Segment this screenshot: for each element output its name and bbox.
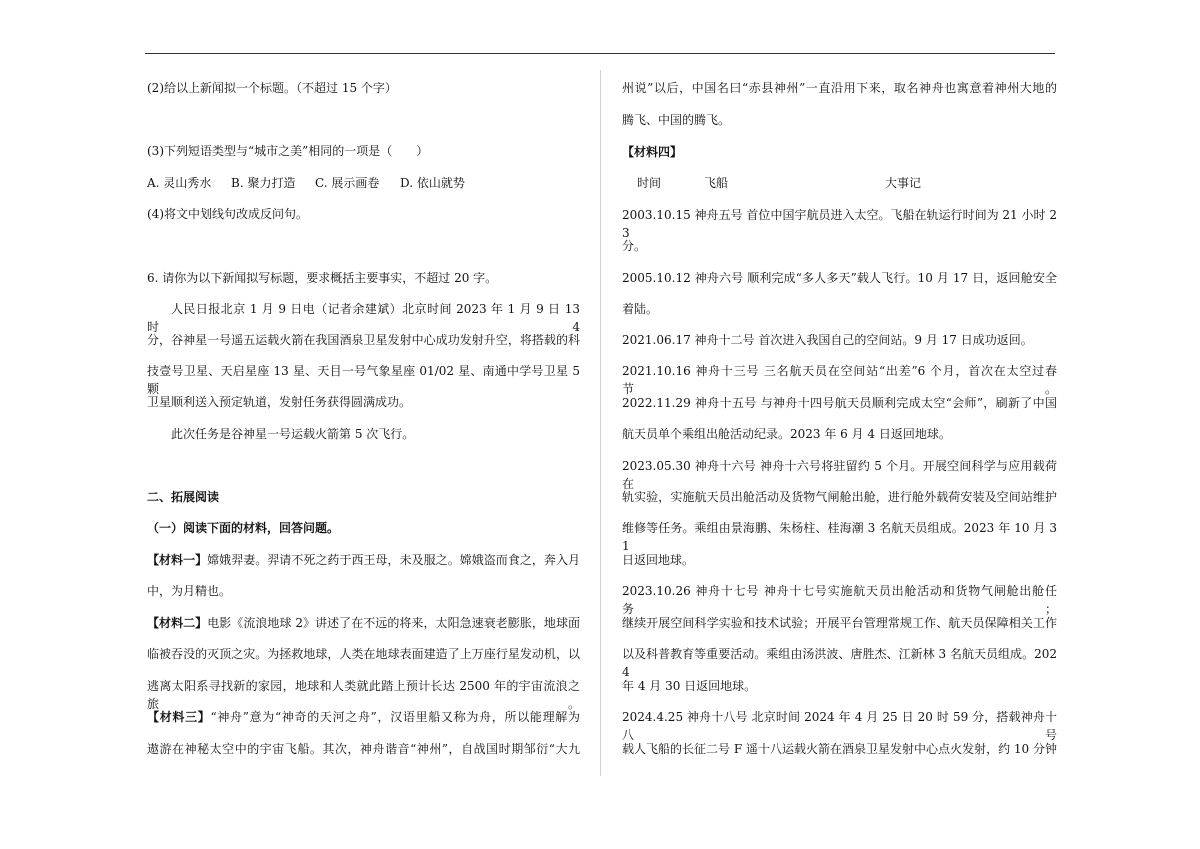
timeline-header-ship: 飞船 bbox=[704, 176, 729, 190]
timeline-date: 2003.10.15 bbox=[622, 208, 691, 222]
timeline-event: 神舟十六号将驻留约 5 个月。开展空间科学与应用载荷在 bbox=[622, 459, 1057, 491]
material-4-label: 【材料四】 bbox=[622, 145, 683, 159]
news-line: 技壹号卫星、天启星座 13 星、天目一号气象星座 01/02 星、南通中学号卫星 5 颗 bbox=[147, 364, 580, 396]
timeline-date: 2021.10.16 bbox=[622, 364, 691, 378]
news-line: 此次任务是谷神星一号运载火箭第 5 次飞行。 bbox=[171, 427, 415, 441]
timeline-entry bbox=[622, 457, 1057, 491]
right-column bbox=[622, 0, 1057, 849]
material-1-line bbox=[147, 551, 580, 569]
timeline-event: 首位中国宇航员进入太空。飞船在轨运行时间为 21 小时 23 bbox=[622, 208, 1057, 240]
timeline-event: 首次进入我国自己的空间站。9 月 17 日成功返回。 bbox=[758, 333, 1033, 347]
material-1-label: 【材料一】 bbox=[147, 553, 208, 567]
timeline-date: 2005.10.12 bbox=[622, 271, 691, 285]
timeline-date: 2023.05.30 bbox=[622, 459, 691, 473]
timeline-event-line: 年 4 月 30 日返回地球。 bbox=[622, 679, 757, 693]
timeline-event-line: 着陆。 bbox=[622, 302, 659, 316]
section-title: 二、拓展阅读 bbox=[147, 490, 220, 504]
material-3-line: 腾飞、中国的腾飞。 bbox=[622, 113, 731, 127]
question-6-prompt: 6. 请你为以下新闻拟写标题，要求概括主要事实，不超过 20 字。 bbox=[147, 271, 498, 285]
material-3-line bbox=[147, 708, 580, 726]
material-3-text: “神舟”意为“神奇的天河之舟”，汉语里船又称为舟，所以能理解为 bbox=[210, 710, 580, 724]
timeline-ship: 神舟五号 bbox=[694, 208, 743, 222]
timeline-date: 2021.06.17 bbox=[622, 333, 691, 347]
timeline-ship: 神舟十八号 bbox=[687, 710, 748, 724]
timeline-entry bbox=[622, 394, 1057, 412]
news-line: 分，谷神星一号遥五运载火箭在我国酒泉卫星发射中心成功发射升空，将搭载的科 bbox=[147, 333, 580, 347]
timeline-event-line: 维修等任务。乘组由景海鹏、朱杨柱、桂海潮 3 名航天员组成。2023 年 10 月 31 bbox=[622, 521, 1057, 553]
timeline-event-line: 以及科普教育等重要活动。乘组由汤洪波、唐胜杰、江新林 3 名航天员组成。2024 bbox=[622, 647, 1057, 679]
material-2-line: 临被吞没的灭顶之灾。为拯救地球，人类在地球表面建造了上万座行星发动机，以 bbox=[147, 647, 580, 661]
left-column bbox=[147, 0, 580, 849]
timeline-entry bbox=[622, 206, 1057, 240]
timeline-header bbox=[622, 174, 1057, 192]
timeline-date: 2023.10.26 bbox=[622, 584, 691, 598]
timeline-event-line: 日返回地球。 bbox=[622, 553, 695, 567]
timeline-event: 三名航天员在空间站“出差”6 个月，首次在太空过春节。 bbox=[622, 364, 1057, 396]
timeline-header-time: 时间 bbox=[637, 176, 662, 190]
timeline-event-line: 继续开展空间科学实验和技术试验；开展平台管理常规工作、航天员保障相关工作 bbox=[622, 616, 1057, 630]
material-3-label: 【材料三】 bbox=[147, 710, 211, 724]
timeline-entry bbox=[622, 582, 1057, 616]
timeline-event-line: 分。 bbox=[622, 239, 647, 253]
material-2-line bbox=[147, 614, 580, 632]
question-5-3-options bbox=[147, 174, 580, 192]
timeline-date: 2022.11.29 bbox=[622, 396, 691, 410]
option-d: D. 依山就势 bbox=[400, 176, 465, 190]
timeline-entry bbox=[622, 269, 1057, 287]
timeline-event: 神舟十七号实施航天员出舱活动和货物气闸舱出舱任务； bbox=[622, 584, 1057, 616]
option-b: B. 聚力打造 bbox=[231, 176, 296, 190]
news-line: 卫星顺利送入预定轨道，发射任务获得圆满成功。 bbox=[147, 395, 412, 409]
timeline-entry bbox=[622, 331, 1057, 349]
timeline-event: 与神舟十四号航天员顺利完成太空“会师”，刷新了中国 bbox=[760, 396, 1057, 410]
timeline-ship: 神舟十七号 bbox=[695, 584, 760, 598]
material-1-line: 中，为月精也。 bbox=[147, 584, 232, 598]
timeline-event-line: 载人飞船的长征二号 F 遥十八运载火箭在酒泉卫星发射中心点火发射，约 10 分钟 bbox=[622, 742, 1057, 756]
question-5-4: (4)将文中划线句改成反问句。 bbox=[147, 207, 308, 221]
material-2-label: 【材料二】 bbox=[147, 616, 208, 630]
material-3-line: 遨游在神秘太空中的宇宙飞船。其次，神舟谐音“神州”，自战国时期邹衍“大九 bbox=[147, 742, 580, 756]
subsection-title: （一）阅读下面的材料，回答问题。 bbox=[147, 521, 340, 535]
timeline-header-event: 大事记 bbox=[885, 176, 922, 190]
question-5-2: (2)给以上新闻拟一个标题。（不超过 15 个字） bbox=[147, 81, 397, 95]
timeline-ship: 神舟十三号 bbox=[695, 364, 760, 378]
material-2-text: 电影《流浪地球 2》讲述了在不远的将来，太阳急速衰老膨胀，地球面 bbox=[207, 616, 580, 630]
news-line: 人民日报北京 1 月 9 日电（记者余建斌）北京时间 2023 年 1 月 9 日 13 时 4 bbox=[147, 302, 580, 334]
material-1-text: 嫦娥羿妻。羿请不死之药于西王母，未及服之。嫦娥盗而食之，奔入月 bbox=[207, 553, 580, 567]
option-a: A. 灵山秀水 bbox=[147, 176, 212, 190]
timeline-date: 2024.4.25 bbox=[622, 710, 684, 724]
question-5-3: (3)下列短语类型与“城市之美”相同的一项是（ ） bbox=[147, 144, 429, 158]
option-c: C. 展示画卷 bbox=[315, 176, 380, 190]
timeline-entry bbox=[622, 708, 1057, 742]
timeline-ship: 神舟十二号 bbox=[694, 333, 755, 347]
timeline-ship: 神舟六号 bbox=[694, 271, 744, 285]
material-3-line: 州说”以后，中国名曰“赤县神州”一直沿用下来，取名神舟也寓意着神州大地的 bbox=[622, 81, 1057, 95]
timeline-event: 北京时间 2024 年 4 月 25 日 20 时 59 分，搭载神舟十八号 bbox=[622, 710, 1057, 742]
timeline-event-line: 航天员单个乘组出舱活动纪录。2023 年 6 月 4 日返回地球。 bbox=[622, 427, 951, 441]
material-2-line: 逃离太阳系寻找新的家园，地球和人类就此踏上预计长达 2500 年的宇宙流浪之旅。 bbox=[147, 679, 580, 711]
timeline-event: 顺利完成“多人多天”载人飞行。10 月 17 日，返回舱安全 bbox=[747, 271, 1057, 285]
timeline-entry bbox=[622, 362, 1057, 396]
timeline-ship: 神舟十六号 bbox=[694, 459, 756, 473]
column-divider bbox=[600, 70, 601, 776]
timeline-ship: 神舟十五号 bbox=[694, 396, 757, 410]
timeline-event-line: 轨实验，实施航天员出舱活动及货物气闸舱出舱，进行舱外载荷安装及空间站维护 bbox=[622, 490, 1057, 504]
